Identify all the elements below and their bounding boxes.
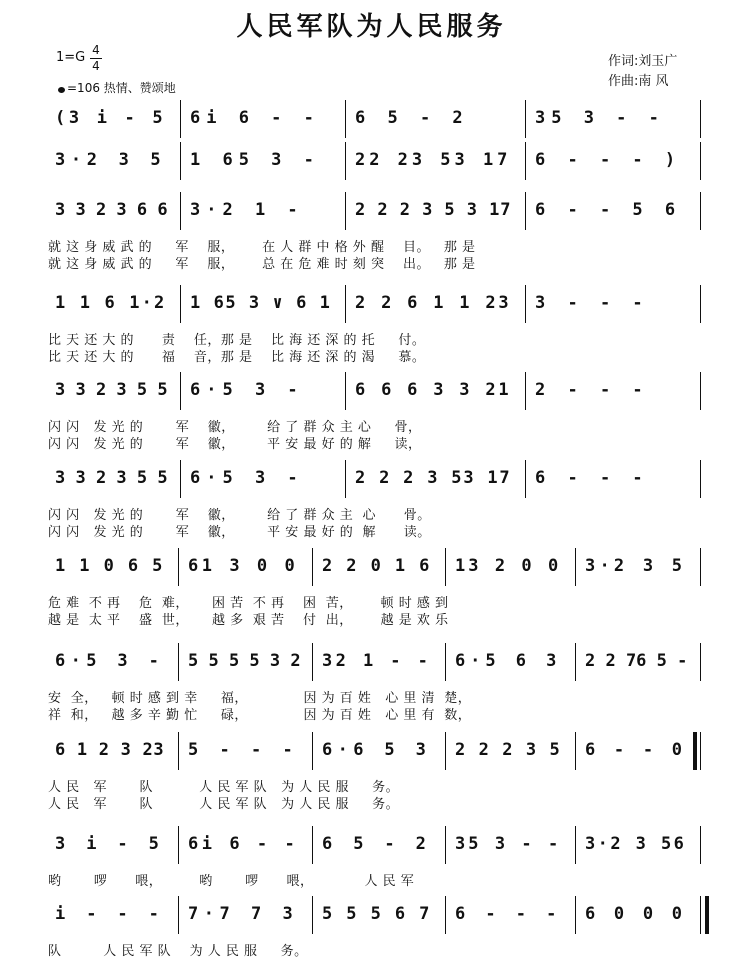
lyric-line: 队 人 民 军 队 为 人 民 服 务。	[48, 944, 308, 959]
measure-notes: 5 5 5 6 7	[322, 904, 432, 924]
key-signature: 1=G	[56, 50, 86, 65]
measure-notes: 7·7 7 3	[188, 904, 299, 924]
bar-line	[345, 192, 346, 230]
bar-line	[345, 460, 346, 498]
measure-notes: 3 i - 5	[55, 834, 165, 854]
measure-notes: 61 3 0 0	[188, 556, 299, 576]
bar-line	[575, 643, 576, 681]
lyric-line: 危 难 不 再 危 难， 困 苦 不 再 困 苦， 顿 时 感 到	[48, 596, 449, 611]
bar-line	[180, 372, 181, 410]
lyric-line: 越 是 太 平 盛 世， 越 多 艰 苦 付 出， 越 是 欢 乐	[48, 613, 449, 628]
measure-notes: i - - -	[55, 904, 165, 924]
bar-line	[445, 643, 446, 681]
bar-line	[575, 548, 576, 586]
bar-line	[445, 732, 446, 770]
measure-notes: 6 5 - 2	[322, 834, 432, 854]
bar-line	[178, 548, 179, 586]
measure-notes: 6 - - 5 6	[535, 200, 682, 220]
measure-notes: 5 5 5 5 3 2	[188, 651, 301, 671]
bar-line	[445, 896, 446, 934]
measure-notes: 32 1 - -	[322, 651, 432, 671]
song-title: 人民军队为人民服务	[236, 12, 507, 42]
measure-notes: 1 1 0 6 5	[55, 556, 165, 576]
bar-line	[700, 372, 701, 410]
measure-notes: 2 2 76 5 -	[585, 651, 688, 671]
lyric-line: 人 民 军 队 人 民 军 队 为 人 民 服 务。	[48, 780, 400, 795]
lyric-line: 闪 闪 发 光 的 军 徽， 平 安 最 好 的 解 读。	[48, 525, 431, 540]
credits	[608, 52, 677, 92]
measure-notes: 6 1 2 3 23	[55, 740, 165, 760]
lyric-line: 人 民 军 队 人 民 军 队 为 人 民 服 务。	[48, 797, 400, 812]
lyricist: 作词:刘玉广	[608, 54, 678, 69]
measure-notes: 6·6 5 3	[322, 740, 432, 760]
lyric-line: 比 天 还 大 的 责 任，那 是 比 海 还 深 的 托 付。	[48, 333, 426, 348]
measure-notes: 35 3 - -	[455, 834, 562, 854]
measure-notes: 3·2 3 5	[585, 556, 687, 576]
bar-line	[345, 285, 346, 323]
measure-notes: 3 3 2 3 5 5	[55, 468, 168, 488]
bar-line	[345, 142, 346, 180]
bar-line	[700, 100, 701, 138]
measure-notes: 6 0 0 0	[585, 904, 687, 924]
time-signature	[90, 44, 102, 73]
measure-notes: 5 - - -	[188, 740, 299, 760]
bar-line	[700, 826, 701, 864]
bar-line	[575, 826, 576, 864]
bar-line	[525, 460, 526, 498]
measure-notes: 1 65 3 ∨ 6 1	[190, 293, 332, 313]
measure-notes: 3 3 2 3 6 6	[55, 200, 168, 220]
bar-line	[180, 142, 181, 180]
measure-notes: 3·2 3 56	[585, 834, 687, 854]
measure-notes: 6i 6 - -	[190, 108, 320, 128]
measure-notes: 6·5 3 -	[190, 380, 304, 400]
bar-line	[312, 826, 313, 864]
measure-notes: (3 i - 5	[55, 108, 167, 128]
lyric-line: 闪 闪 发 光 的 军 徽， 给 了 群 众 主 心 骨。	[48, 508, 431, 523]
measure-notes: 6 - - -	[535, 468, 649, 488]
measure-notes: 3·2 1 -	[190, 200, 304, 220]
time-signature-top: 4	[92, 43, 100, 57]
bar-line	[525, 285, 526, 323]
bar-line	[180, 285, 181, 323]
measure-notes: 22 23 53 17	[355, 150, 512, 170]
measure-notes: 6 5 - 2	[355, 108, 469, 128]
bar-line	[700, 142, 701, 180]
tempo-marking: =106 热情、赞颂地	[58, 79, 176, 96]
bar-line	[700, 548, 701, 586]
lyric-line: 祥 和， 越 多 辛 勤 忙 碌， 因 为 百 姓 心 里 有 数，	[48, 708, 472, 723]
quarter-note-icon	[58, 87, 65, 93]
measure-notes: 6 - - -	[455, 904, 562, 924]
bar-line	[312, 896, 313, 934]
bar-line	[445, 826, 446, 864]
bar-line	[178, 732, 179, 770]
measure-notes: 3 3 2 3 5 5	[55, 380, 168, 400]
measure-notes: 1 1 6 1·2	[55, 293, 167, 313]
bar-line	[700, 285, 701, 323]
bar-line	[700, 460, 701, 498]
bar-line	[312, 732, 313, 770]
bar-line	[575, 732, 576, 770]
measure-notes: 3·2 3 5	[55, 150, 167, 170]
measure-notes: 6i 6 - -	[188, 834, 299, 854]
measure-notes: 6·5 6 3	[455, 651, 562, 671]
measure-notes: 2 - - -	[535, 380, 649, 400]
bar-line	[345, 100, 346, 138]
bar-line	[575, 896, 576, 934]
measure-notes: 6·5 3 -	[55, 651, 165, 671]
composer: 作曲:南 风	[608, 74, 669, 89]
lyric-line: 安 全， 顿 时 感 到 幸 福， 因 为 百 姓 心 里 清 楚，	[48, 691, 472, 706]
measure-notes: 13 2 0 0	[455, 556, 562, 576]
measure-notes: 3 - - -	[535, 293, 649, 313]
bar-line	[525, 192, 526, 230]
measure-notes: 35 3 - -	[535, 108, 665, 128]
measure-notes: 2 2 0 1 6	[322, 556, 432, 576]
bar-line	[312, 643, 313, 681]
bar-line	[180, 460, 181, 498]
bar-line	[445, 548, 446, 586]
lyric-line: 比 天 还 大 的 福 音，那 是 比 海 还 深 的 渴 慕。	[48, 350, 426, 365]
measure-notes: 2 2 2 3 53 17	[355, 468, 512, 488]
bar-line	[345, 372, 346, 410]
measure-notes: 6·5 3 -	[190, 468, 304, 488]
time-signature-bottom: 4	[92, 59, 100, 73]
measure-notes: 6 - - 0	[585, 740, 687, 760]
measure-notes: 2 2 2 3 5	[455, 740, 562, 760]
bar-line	[525, 100, 526, 138]
bar-line	[178, 896, 179, 934]
bar-line	[178, 826, 179, 864]
bar-line	[700, 192, 701, 230]
bar-line	[180, 192, 181, 230]
bar-line	[180, 100, 181, 138]
bar-line	[525, 372, 526, 410]
lyric-line: 哟 啰 喂， 哟 啰 喂， 人 民 军	[48, 874, 415, 889]
lyric-line: 闪 闪 发 光 的 军 徽， 平 安 最 好 的 解 读，	[48, 437, 422, 452]
bar-line	[525, 142, 526, 180]
bar-line	[700, 732, 701, 770]
measure-notes: 2 2 2 3 5 3 17	[355, 200, 512, 220]
measure-notes: 1 65 3 -	[190, 150, 320, 170]
measure-notes: 6 - - - )	[535, 150, 682, 170]
bar-line	[312, 548, 313, 586]
measure-notes: 6 6 6 3 3 21	[355, 380, 512, 400]
bar-line	[700, 896, 701, 934]
lyric-line: 闪 闪 发 光 的 军 徽， 给 了 群 众 主 心 骨，	[48, 420, 422, 435]
bar-line	[700, 643, 701, 681]
lyric-line: 就 这 身 威 武 的 军 服， 在 人 群 中 格 外 醒 目。 那 是	[48, 240, 476, 255]
lyric-line: 就 这 身 威 武 的 军 服， 总 在 危 难 时 刻 突 出。 那 是	[48, 257, 476, 272]
measure-notes: 2 2 6 1 1 23	[355, 293, 512, 313]
bar-line	[178, 643, 179, 681]
